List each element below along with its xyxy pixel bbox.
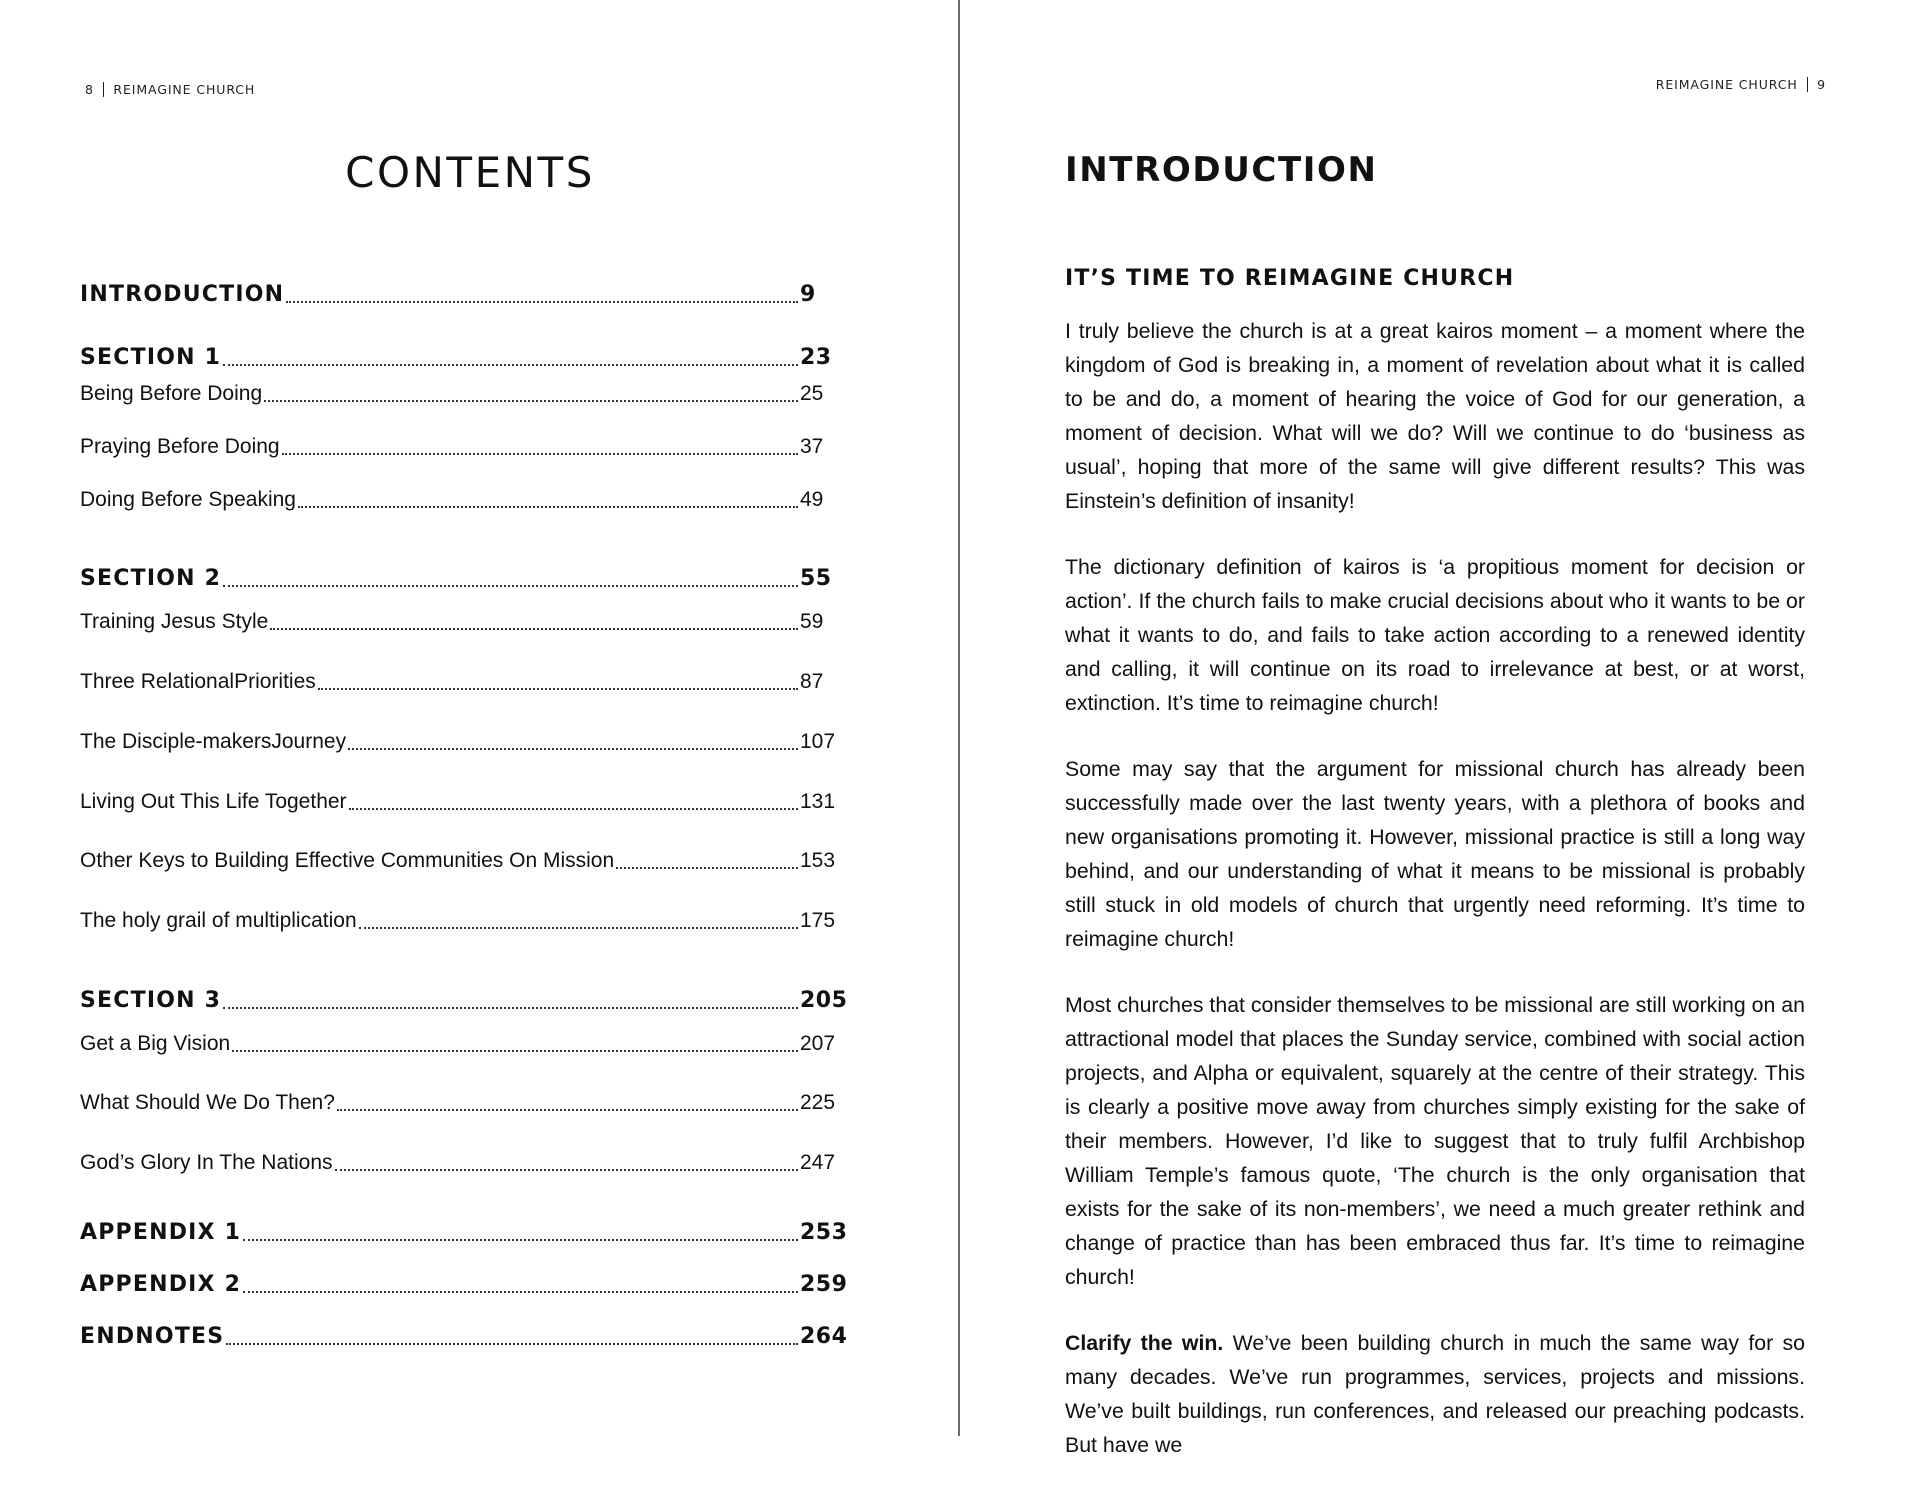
toc-entry-title: Living Out This Life Together <box>80 790 347 813</box>
paragraph-text: We’ve been building church in much the same way for so many decades. We’ve run programmes, services, projects and missions. We’ve built buildings, run conferences, and released our preaching podcasts. But have we <box>1065 1331 1805 1457</box>
toc-entry-title: ENDNOTES <box>80 1324 225 1349</box>
toc-page-number: 9 <box>800 282 816 307</box>
toc-chapter-entry <box>80 1032 845 1056</box>
toc-section-entry <box>80 566 845 591</box>
toc-page-number: 55 <box>800 566 832 591</box>
toc-section-entry <box>80 282 845 307</box>
left-page <box>0 0 958 1436</box>
toc-dot-leader <box>270 628 798 630</box>
toc-page-number: 207 <box>800 1032 836 1055</box>
toc-chapter-entry <box>80 790 845 814</box>
toc-entry-title: The holy grail of multiplication <box>80 909 357 932</box>
toc-chapter-entry <box>80 488 845 512</box>
paragraph-text: Most churches that consider themselves to be missional are still working on an attractional model that places the Sunday service, combined with social action projects, and Alpha or equivalent, squarely at the centre of their strategy. This is clearly a positive move away from churches simply existing for the sake of their members. However, I’d like to suggest that to truly fulfil Archbishop William Temple’s famous quote, ‘The church is the only organisation that exists for the sake of its non-members’, we need a much greater rethink and change of practice than has been embraced thus far. It’s time to reimagine church! <box>1065 993 1805 1289</box>
toc-dot-leader <box>348 748 798 750</box>
paragraph-text: I truly believe the church is at a great kairos moment – a moment where the kingdom of God is breaking in, a moment of revelation about what it is called to be and do, a moment of hearing the voice of God for our generation, a moment of decision. What will we do? Will we continue to do ‘business as usual’, hoping that more of the same will give different results? This was Einstein’s definition of insanity! <box>1065 319 1805 513</box>
toc-dot-leader <box>349 808 798 810</box>
toc-section-entry <box>80 988 848 1013</box>
toc-page-number: 264 <box>800 1324 848 1349</box>
toc-section-entry <box>80 345 845 370</box>
toc-entry-title: Other Keys to Building Effective Communities On Mission <box>80 849 615 872</box>
toc-entry-title: Three RelationalPriorities <box>80 670 316 693</box>
paragraph-lead: Clarify the win. <box>1065 1331 1224 1355</box>
toc-chapter-entry <box>80 670 845 694</box>
running-head-divider <box>103 82 105 97</box>
toc-entry-title: Doing Before Speaking <box>80 488 296 511</box>
toc-dot-leader <box>286 301 798 303</box>
toc-section-entry <box>80 1324 848 1349</box>
toc-page-number: 259 <box>800 1272 848 1297</box>
toc-dot-leader <box>335 1169 798 1171</box>
toc-chapter-entry <box>80 849 845 873</box>
toc-entry-title: The Disciple-makersJourney <box>80 730 347 753</box>
toc-page-number: 59 <box>800 610 824 633</box>
contents-title: CONTENTS <box>345 148 595 197</box>
toc-dot-leader <box>264 400 798 402</box>
toc-dot-leader <box>223 585 798 587</box>
toc-section-entry <box>80 1272 848 1297</box>
right-book-title: REIMAGINE CHURCH <box>1655 77 1798 92</box>
toc-dot-leader <box>232 1050 798 1052</box>
chapter-subheading: IT’S TIME TO REIMAGINE CHURCH <box>1065 266 1515 291</box>
toc-page-number: 153 <box>800 849 836 872</box>
toc-page-number: 131 <box>800 790 836 813</box>
toc-dot-leader <box>616 867 798 869</box>
toc-dot-leader <box>282 453 798 455</box>
toc-chapter-entry <box>80 1151 845 1175</box>
paragraph <box>1065 1326 1805 1462</box>
paragraph-text: Some may say that the argument for missional church has already been successfully made over the last twenty years, with a plethora of books and new organisations promoting it. However, missional practice is still a long way behind, and our understanding of what it means to be missional is probably still stuck in old models of church that urgently need reforming. It’s time to reimagine church! <box>1065 757 1805 951</box>
toc-entry-title: Being Before Doing <box>80 382 263 405</box>
toc-entry-title: SECTION 1 <box>80 345 222 370</box>
left-page-number: 8 <box>85 82 94 97</box>
toc-entry-title: SECTION 3 <box>80 988 222 1013</box>
toc-entry-title: God’s Glory In The Nations <box>80 1151 333 1174</box>
toc-chapter-entry <box>80 1091 845 1115</box>
toc-entry-title: APPENDIX 1 <box>80 1220 242 1245</box>
toc-page-number: 247 <box>800 1151 836 1174</box>
right-page-number: 9 <box>1817 77 1826 92</box>
toc-chapter-entry <box>80 730 845 754</box>
toc-entry-title: INTRODUCTION <box>80 282 285 307</box>
paragraph <box>1065 752 1805 956</box>
toc-entry-title: Praying Before Doing <box>80 435 280 458</box>
toc-section-entry <box>80 1220 848 1245</box>
right-running-head <box>1656 77 1826 92</box>
toc-chapter-entry <box>80 610 845 634</box>
toc-page-number: 253 <box>800 1220 848 1245</box>
right-page <box>960 0 1916 1457</box>
toc-entry-title: Get a Big Vision <box>80 1032 231 1055</box>
toc-page-number: 37 <box>800 435 824 458</box>
toc-chapter-entry <box>80 382 845 406</box>
toc-page-number: 23 <box>800 345 832 370</box>
toc-entry-title: Training Jesus Style <box>80 610 269 633</box>
toc-entry-title: What Should We Do Then? <box>80 1091 335 1114</box>
toc-page-number: 205 <box>800 988 848 1013</box>
left-book-title: REIMAGINE CHURCH <box>113 82 256 97</box>
toc-page-number: 87 <box>800 670 824 693</box>
toc-page-number: 49 <box>800 488 824 511</box>
toc-chapter-entry <box>80 435 845 459</box>
paragraph <box>1065 988 1805 1294</box>
paragraph <box>1065 550 1805 720</box>
toc-chapter-entry <box>80 909 845 933</box>
paragraph-text: The dictionary definition of kairos is ‘a propitious moment for decision or action’. If the church fails to make crucial decisions about who it wants to be or what it wants to do, and fails to take action according to a renewed identity and calling, it will continue on its road to irrelevance at best, or at worst, extinction. It’s time to reimagine church! <box>1065 555 1805 715</box>
toc-dot-leader <box>223 364 798 366</box>
toc-dot-leader <box>243 1291 798 1293</box>
toc-page-number: 25 <box>800 382 824 405</box>
toc-dot-leader <box>298 506 798 508</box>
toc-dot-leader <box>226 1343 798 1345</box>
chapter-title: INTRODUCTION <box>1065 150 1378 190</box>
toc-entry-title: SECTION 2 <box>80 566 222 591</box>
toc-dot-leader <box>337 1109 798 1111</box>
toc-dot-leader <box>243 1239 798 1241</box>
toc-dot-leader <box>359 927 798 929</box>
body-text <box>1065 314 1805 1494</box>
toc-dot-leader <box>318 688 798 690</box>
toc-page-number: 175 <box>800 909 836 932</box>
toc-entry-title: APPENDIX 2 <box>80 1272 242 1297</box>
paragraph <box>1065 314 1805 518</box>
toc-page-number: 107 <box>800 730 836 753</box>
running-head-divider <box>1807 77 1809 92</box>
toc-page-number: 225 <box>800 1091 836 1114</box>
toc-dot-leader <box>223 1007 798 1009</box>
left-running-head <box>85 82 255 97</box>
